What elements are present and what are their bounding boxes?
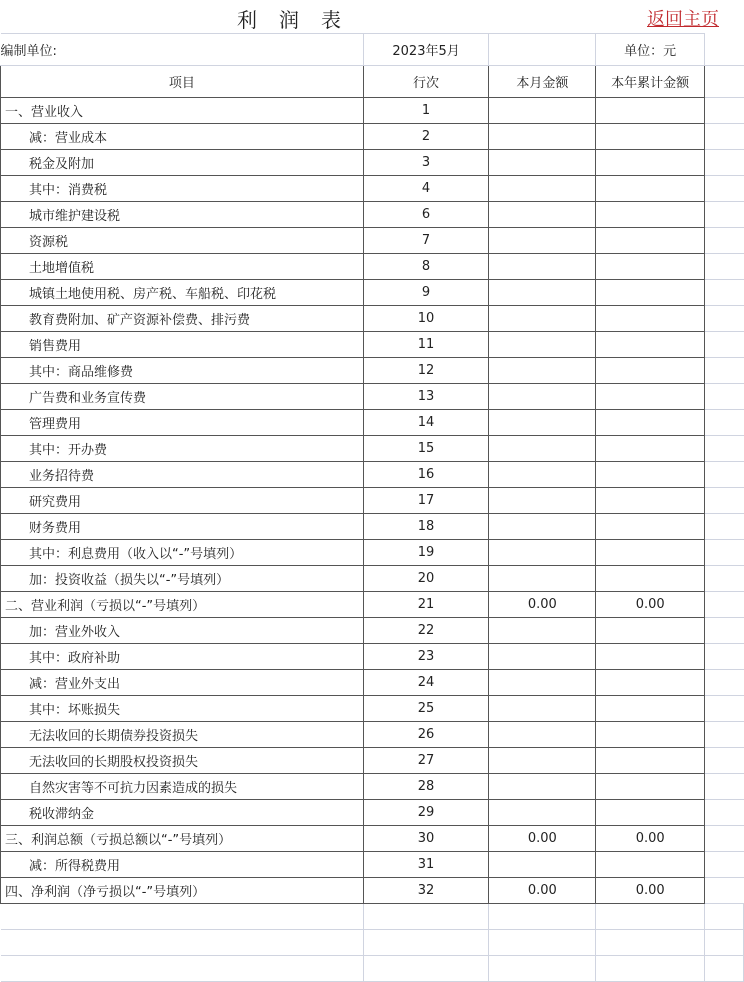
- empty-cell[interactable]: [705, 358, 744, 384]
- table-row: [1, 280, 744, 306]
- line-no-cell: 10: [363, 306, 489, 332]
- header-year-amount: 本年累计金额: [596, 66, 705, 98]
- month-amount-cell[interactable]: [489, 254, 596, 280]
- empty-cell[interactable]: [705, 904, 744, 930]
- empty-cell[interactable]: [1, 904, 364, 930]
- item-cell: 城镇土地使用税、房产税、车船税、印花税: [1, 280, 364, 306]
- month-amount-cell[interactable]: [489, 436, 596, 462]
- preparer-label: 编制单位:: [1, 34, 364, 66]
- line-no-cell: 14: [363, 410, 489, 436]
- table-row: [1, 670, 744, 696]
- table-row: [1, 332, 744, 358]
- item-cell: 减：所得税费用: [1, 852, 364, 878]
- month-amount-cell[interactable]: 0.00: [489, 878, 596, 904]
- empty-cell[interactable]: [705, 540, 744, 566]
- column-header-row: [1, 66, 744, 98]
- line-no-cell: 28: [363, 774, 489, 800]
- month-amount-cell[interactable]: [489, 644, 596, 670]
- table-row: [1, 592, 744, 618]
- table-row: [1, 540, 744, 566]
- empty-cell[interactable]: [705, 176, 744, 202]
- return-home-link[interactable]: 返回主页: [647, 9, 719, 30]
- month-amount-cell[interactable]: [489, 384, 596, 410]
- empty-cell[interactable]: [705, 254, 744, 280]
- year-amount-cell[interactable]: [596, 410, 705, 436]
- empty-cell[interactable]: [705, 748, 744, 774]
- line-no-cell: 15: [363, 436, 489, 462]
- month-amount-cell[interactable]: [489, 800, 596, 826]
- header-item: 项目: [1, 66, 364, 98]
- item-cell: 管理费用: [1, 410, 364, 436]
- line-no-cell: 19: [363, 540, 489, 566]
- item-cell: 研究费用: [1, 488, 364, 514]
- line-no-cell: 22: [363, 618, 489, 644]
- empty-cell[interactable]: [705, 878, 744, 904]
- year-amount-cell[interactable]: [596, 800, 705, 826]
- item-cell: 其中：利息费用（收入以“-”号填列）: [1, 540, 364, 566]
- empty-cell[interactable]: [705, 98, 744, 124]
- table-row: [1, 696, 744, 722]
- month-amount-cell[interactable]: [489, 462, 596, 488]
- item-cell: 税收滞纳金: [1, 800, 364, 826]
- table-row: [1, 254, 744, 280]
- table-row: [1, 774, 744, 800]
- empty-cell[interactable]: [705, 34, 744, 66]
- month-amount-cell[interactable]: [489, 748, 596, 774]
- report-title: 利润表: [237, 8, 363, 32]
- month-amount-cell[interactable]: [489, 722, 596, 748]
- item-cell: 三、利润总额（亏损总额以“-”号填列）: [1, 826, 364, 852]
- empty-cell[interactable]: [705, 332, 744, 358]
- empty-cell[interactable]: [489, 904, 596, 930]
- year-amount-cell[interactable]: [596, 852, 705, 878]
- empty-cell[interactable]: [705, 644, 744, 670]
- year-amount-cell[interactable]: [596, 540, 705, 566]
- empty-cell[interactable]: [705, 722, 744, 748]
- empty-cell[interactable]: [705, 774, 744, 800]
- month-amount-cell[interactable]: [489, 358, 596, 384]
- table-row: [1, 826, 744, 852]
- line-no-cell: 32: [363, 878, 489, 904]
- empty-cell[interactable]: [596, 956, 705, 982]
- blank-row: [1, 930, 744, 956]
- item-cell: 减：营业成本: [1, 124, 364, 150]
- empty-cell[interactable]: [705, 384, 744, 410]
- item-cell: 其中：消费税: [1, 176, 364, 202]
- empty-cell[interactable]: [705, 410, 744, 436]
- empty-cell[interactable]: [489, 956, 596, 982]
- empty-cell[interactable]: [705, 150, 744, 176]
- blank-row: [1, 904, 744, 930]
- month-amount-cell[interactable]: [489, 670, 596, 696]
- year-amount-cell[interactable]: [596, 514, 705, 540]
- table-row: [1, 410, 744, 436]
- year-amount-cell[interactable]: [596, 280, 705, 306]
- month-amount-cell[interactable]: [489, 150, 596, 176]
- line-no-cell: 11: [363, 332, 489, 358]
- item-cell: 资源税: [1, 228, 364, 254]
- header-line-no: 行次: [363, 66, 489, 98]
- year-amount-cell[interactable]: [596, 384, 705, 410]
- item-cell: 其中：政府补助: [1, 644, 364, 670]
- line-no-cell: 26: [363, 722, 489, 748]
- empty-cell[interactable]: [705, 202, 744, 228]
- empty-cell[interactable]: [705, 514, 744, 540]
- item-cell: 教育费附加、矿产资源补偿费、排污费: [1, 306, 364, 332]
- line-no-cell: 21: [363, 592, 489, 618]
- item-cell: 无法收回的长期股权投资损失: [1, 748, 364, 774]
- line-no-cell: 1: [363, 98, 489, 124]
- empty-cell[interactable]: [705, 956, 744, 982]
- table-row: [1, 722, 744, 748]
- line-no-cell: 2: [363, 124, 489, 150]
- table-row: [1, 358, 744, 384]
- empty-cell[interactable]: [705, 566, 744, 592]
- empty-cell[interactable]: [705, 306, 744, 332]
- empty-cell[interactable]: [705, 228, 744, 254]
- month-amount-cell[interactable]: [489, 852, 596, 878]
- line-no-cell: 27: [363, 748, 489, 774]
- empty-cell[interactable]: [1, 956, 364, 982]
- line-no-cell: 17: [363, 488, 489, 514]
- year-amount-cell[interactable]: [596, 774, 705, 800]
- line-no-cell: 6: [363, 202, 489, 228]
- year-amount-cell[interactable]: [596, 332, 705, 358]
- line-no-cell: 24: [363, 670, 489, 696]
- year-amount-cell[interactable]: [596, 566, 705, 592]
- table-row: [1, 98, 744, 124]
- empty-cell[interactable]: [705, 826, 744, 852]
- year-amount-cell[interactable]: 0.00: [596, 826, 705, 852]
- line-no-cell: 30: [363, 826, 489, 852]
- line-no-cell: 7: [363, 228, 489, 254]
- item-cell: 减：营业外支出: [1, 670, 364, 696]
- table-row: [1, 800, 744, 826]
- line-no-cell: 4: [363, 176, 489, 202]
- header-month-amount: 本月金额: [489, 66, 596, 98]
- empty-cell[interactable]: [596, 930, 705, 956]
- month-amount-cell[interactable]: [489, 332, 596, 358]
- year-amount-cell[interactable]: [596, 488, 705, 514]
- item-cell: 二、营业利润（亏损以“-”号填列）: [1, 592, 364, 618]
- year-amount-cell[interactable]: [596, 202, 705, 228]
- year-amount-cell[interactable]: [596, 358, 705, 384]
- item-cell: 自然灾害等不可抗力因素造成的损失: [1, 774, 364, 800]
- empty-cell[interactable]: [705, 462, 744, 488]
- table-row: [1, 852, 744, 878]
- year-amount-cell[interactable]: [596, 722, 705, 748]
- table-row: [1, 878, 744, 904]
- empty-cell[interactable]: [705, 852, 744, 878]
- month-amount-cell[interactable]: [489, 176, 596, 202]
- year-amount-cell[interactable]: 0.00: [596, 878, 705, 904]
- empty-cell[interactable]: [705, 488, 744, 514]
- month-amount-cell[interactable]: [489, 488, 596, 514]
- line-no-cell: 31: [363, 852, 489, 878]
- line-no-cell: 25: [363, 696, 489, 722]
- empty-cell[interactable]: [489, 930, 596, 956]
- year-amount-cell[interactable]: [596, 618, 705, 644]
- item-cell: 土地增值税: [1, 254, 364, 280]
- year-amount-cell[interactable]: [596, 98, 705, 124]
- year-amount-cell[interactable]: [596, 228, 705, 254]
- table-row: [1, 462, 744, 488]
- income-statement-table: [0, 33, 744, 982]
- month-amount-cell[interactable]: [489, 774, 596, 800]
- line-no-cell: 8: [363, 254, 489, 280]
- table-row: [1, 644, 744, 670]
- line-no-cell: 18: [363, 514, 489, 540]
- table-row: [1, 488, 744, 514]
- month-amount-cell[interactable]: [489, 618, 596, 644]
- month-amount-cell[interactable]: [489, 98, 596, 124]
- table-row: [1, 514, 744, 540]
- year-amount-cell[interactable]: [596, 670, 705, 696]
- meta-row: [1, 34, 744, 66]
- empty-cell[interactable]: [705, 436, 744, 462]
- year-amount-cell[interactable]: [596, 124, 705, 150]
- empty-cell[interactable]: [363, 930, 489, 956]
- table-row: [1, 748, 744, 774]
- blank-row: [1, 956, 744, 982]
- currency-unit: 单位：元: [596, 34, 705, 66]
- line-no-cell: 29: [363, 800, 489, 826]
- empty-cell[interactable]: [1, 930, 364, 956]
- line-no-cell: 9: [363, 280, 489, 306]
- item-cell: 加：营业外收入: [1, 618, 364, 644]
- empty-cell[interactable]: [363, 956, 489, 982]
- month-amount-cell[interactable]: [489, 514, 596, 540]
- month-amount-cell[interactable]: [489, 202, 596, 228]
- table-row: [1, 384, 744, 410]
- empty-cell[interactable]: [596, 904, 705, 930]
- empty-cell[interactable]: [705, 670, 744, 696]
- year-amount-cell[interactable]: [596, 696, 705, 722]
- month-amount-cell[interactable]: [489, 696, 596, 722]
- empty-cell[interactable]: [705, 280, 744, 306]
- empty-cell[interactable]: [705, 800, 744, 826]
- item-cell: 广告费和业务宣传费: [1, 384, 364, 410]
- year-amount-cell[interactable]: [596, 176, 705, 202]
- empty-cell[interactable]: [363, 904, 489, 930]
- line-no-cell: 12: [363, 358, 489, 384]
- empty-cell[interactable]: [705, 592, 744, 618]
- table-row: [1, 124, 744, 150]
- empty-cell[interactable]: [705, 696, 744, 722]
- table-row: [1, 228, 744, 254]
- table-row: [1, 176, 744, 202]
- line-no-cell: 3: [363, 150, 489, 176]
- empty-cell[interactable]: [489, 34, 596, 66]
- item-cell: 财务费用: [1, 514, 364, 540]
- year-amount-cell[interactable]: [596, 254, 705, 280]
- item-cell: 加：投资收益（损失以“-”号填列）: [1, 566, 364, 592]
- month-amount-cell[interactable]: 0.00: [489, 826, 596, 852]
- year-amount-cell[interactable]: [596, 306, 705, 332]
- month-amount-cell[interactable]: [489, 280, 596, 306]
- year-amount-cell[interactable]: [596, 462, 705, 488]
- item-cell: 无法收回的长期债券投资损失: [1, 722, 364, 748]
- empty-cell[interactable]: [705, 66, 744, 98]
- month-amount-cell[interactable]: [489, 566, 596, 592]
- item-cell: 业务招待费: [1, 462, 364, 488]
- period-cell[interactable]: 2023年5月: [363, 34, 489, 66]
- month-amount-cell[interactable]: [489, 124, 596, 150]
- empty-cell[interactable]: [705, 930, 744, 956]
- year-amount-cell[interactable]: 0.00: [596, 592, 705, 618]
- month-amount-cell[interactable]: [489, 540, 596, 566]
- table-row: [1, 618, 744, 644]
- year-amount-cell[interactable]: [596, 436, 705, 462]
- item-cell: 四、净利润（净亏损以“-”号填列）: [1, 878, 364, 904]
- item-cell: 一、营业收入: [1, 98, 364, 124]
- line-no-cell: 23: [363, 644, 489, 670]
- empty-cell[interactable]: [705, 618, 744, 644]
- line-no-cell: 13: [363, 384, 489, 410]
- table-row: [1, 150, 744, 176]
- table-row: [1, 436, 744, 462]
- month-amount-cell[interactable]: 0.00: [489, 592, 596, 618]
- item-cell: 其中：开办费: [1, 436, 364, 462]
- item-cell: 其中：商品维修费: [1, 358, 364, 384]
- year-amount-cell[interactable]: [596, 644, 705, 670]
- month-amount-cell[interactable]: [489, 306, 596, 332]
- month-amount-cell[interactable]: [489, 410, 596, 436]
- year-amount-cell[interactable]: [596, 150, 705, 176]
- item-cell: 税金及附加: [1, 150, 364, 176]
- line-no-cell: 20: [363, 566, 489, 592]
- month-amount-cell[interactable]: [489, 228, 596, 254]
- table-row: [1, 306, 744, 332]
- item-cell: 销售费用: [1, 332, 364, 358]
- table-row: [1, 566, 744, 592]
- line-no-cell: 16: [363, 462, 489, 488]
- table-row: [1, 202, 744, 228]
- item-cell: 其中：坏账损失: [1, 696, 364, 722]
- empty-cell[interactable]: [705, 124, 744, 150]
- item-cell: 城市维护建设税: [1, 202, 364, 228]
- year-amount-cell[interactable]: [596, 748, 705, 774]
